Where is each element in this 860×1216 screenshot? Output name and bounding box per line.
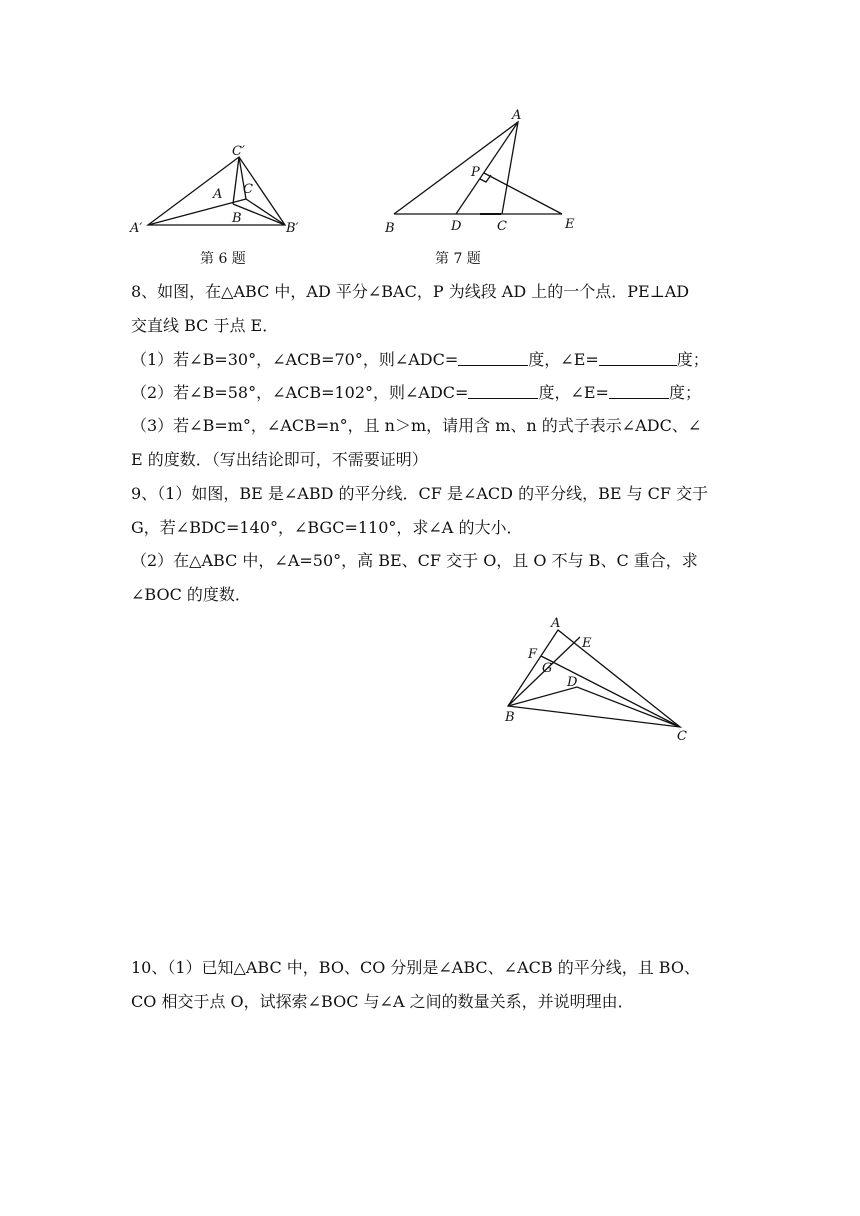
q8-line1: 8、如图，在△ABC 中，AD 平分∠BAC，P 为线段 AD 上的一个点．PE⊥AD: [131, 282, 690, 301]
q8-part3-line2: E 的度数．（写出结论即可，不需要证明）: [131, 450, 428, 469]
label-e: E: [582, 636, 592, 651]
q8-part1-text-c: 度；: [676, 350, 709, 369]
q9-line3: （2）在△ABC 中，∠A=50°，高 BE、CF 交于 O，且 O 不与 B、C 重合，求: [131, 551, 698, 570]
q10-line1: 10、（1）已知△ABC 中，BO、CO 分别是∠ABC、∠ACB 的平分线，且 BO、: [131, 958, 700, 977]
label-c-prime: C′: [232, 144, 245, 159]
q8-line2: 交直线 BC 于点 E．: [131, 316, 279, 335]
answer-blank-adc-1[interactable]: [458, 350, 528, 366]
figure-7-caption: 第 7 题: [435, 251, 481, 267]
figure-6-caption: 第 6 题: [200, 251, 246, 267]
label-b: B: [505, 710, 515, 725]
q8-part1: [131, 350, 709, 370]
label-a-prime: A′: [130, 221, 143, 236]
figure-9: [495, 612, 695, 747]
q9-line2: G，若∠BDC=140°，∠BGC=110°，求∠A 的大小．: [131, 518, 523, 537]
label-g: G: [542, 661, 553, 676]
label-a: A: [213, 187, 223, 202]
q10-line2: CO 相交于点 O，试探索∠BOC 与∠A 之间的数量关系，并说明理由．: [131, 992, 634, 1011]
label-b: B: [232, 211, 242, 226]
answer-blank-adc-2[interactable]: [468, 383, 538, 399]
label-b: B: [385, 221, 395, 236]
label-d: D: [567, 675, 578, 690]
q9-line1: 9、（1）如图，BE 是∠ABD 的平分线．CF 是∠ACD 的平分线，BE 与 CF 交于: [131, 484, 709, 503]
label-b-prime: B′: [286, 221, 299, 236]
label-e: E: [565, 217, 575, 232]
figure-7: [380, 104, 590, 236]
q8-part1-text-b: 度，∠E=: [528, 350, 599, 369]
label-a: A: [512, 108, 522, 123]
label-a: A: [551, 616, 561, 631]
q8-part2-text-c: 度；: [668, 383, 701, 402]
label-d: D: [451, 219, 462, 234]
figure-6: [120, 138, 320, 238]
q8-part3-line1: （3）若∠B=m°，∠ACB=n°，且 n＞m，请用含 m、n 的式子表示∠ADC、∠: [131, 416, 702, 435]
label-f: F: [528, 647, 538, 662]
q8-part1-text-a: （1）若∠B=30°，∠ACB=70°，则∠ADC=: [131, 350, 459, 369]
q8-part2-text-a: （2）若∠B=58°，∠ACB=102°，则∠ADC=: [131, 383, 469, 402]
label-c: C: [243, 182, 253, 197]
label-p: P: [471, 165, 480, 180]
label-c: C: [497, 219, 507, 234]
label-c: C: [677, 729, 687, 744]
q8-part2: [131, 383, 701, 403]
q9-line4: ∠BOC 的度数．: [131, 585, 251, 604]
q8-part2-text-b: 度，∠E=: [538, 383, 609, 402]
answer-blank-e-2[interactable]: [609, 383, 669, 399]
answer-blank-e-1[interactable]: [599, 350, 677, 366]
